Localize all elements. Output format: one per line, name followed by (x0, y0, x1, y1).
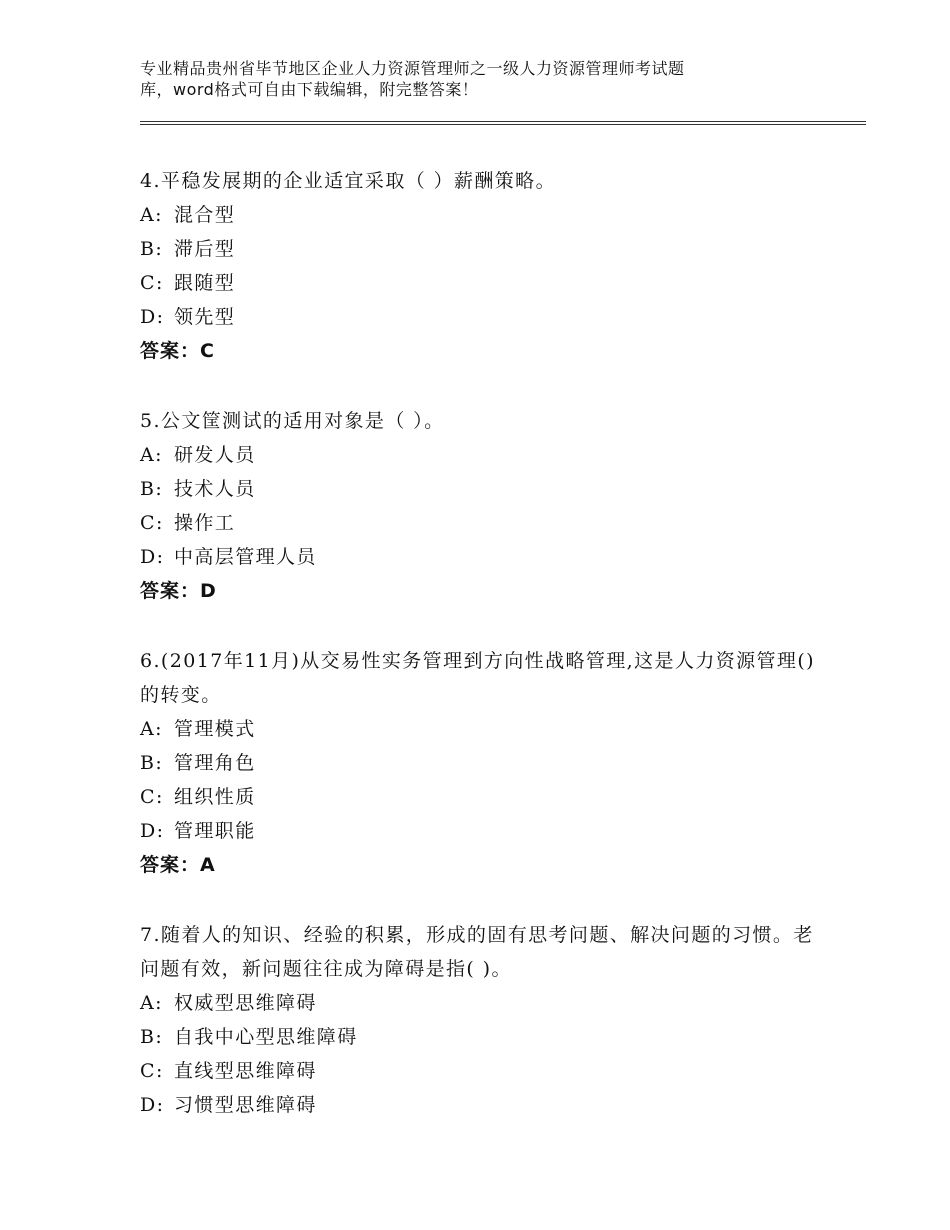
option-text: 混合型 (174, 204, 236, 226)
option-letter: D: (140, 820, 165, 842)
option-text: 管理模式 (174, 718, 256, 740)
answer-label: 答案：A (140, 854, 216, 876)
option-letter: D: (140, 546, 165, 568)
answer-label: 答案：D (140, 580, 217, 602)
option-text: 研发人员 (174, 444, 256, 466)
option-letter: C: (140, 786, 164, 808)
option-c (140, 266, 820, 300)
question-6 (140, 644, 820, 882)
option-c (140, 780, 820, 814)
option-text: 技术人员 (174, 478, 256, 500)
option-text: 习惯型思维障碍 (174, 1094, 317, 1116)
option-c (140, 506, 820, 540)
option-letter: B: (140, 752, 164, 774)
option-text: 滞后型 (174, 238, 236, 260)
option-d (140, 300, 820, 334)
option-text: 操作工 (174, 512, 236, 534)
option-b (140, 1020, 820, 1054)
option-letter: A: (140, 204, 163, 226)
question-7 (140, 918, 820, 1122)
header-divider-top (140, 121, 866, 122)
option-c (140, 1054, 820, 1088)
question-stem: 6.(2017年11月)从交易性实务管理到方向性战略管理,这是人力资源管理()的转变。 (140, 650, 815, 706)
option-letter: C: (140, 1060, 164, 1082)
option-b (140, 232, 820, 266)
option-text: 领先型 (174, 306, 236, 328)
option-letter: D: (140, 306, 165, 328)
option-text: 自我中心型思维障碍 (174, 1026, 358, 1048)
option-a (140, 438, 820, 472)
document-header (140, 58, 780, 100)
option-d (140, 1088, 820, 1122)
option-a (140, 986, 820, 1020)
option-letter: B: (140, 1026, 164, 1048)
header-line-2: 库，word格式可自由下载编辑，附完整答案！ (140, 80, 479, 99)
question-stem: 4.平稳发展期的企业适宜采取（ ）薪酬策略。 (140, 170, 556, 192)
option-text: 跟随型 (174, 272, 236, 294)
answer-label: 答案：C (140, 340, 215, 362)
option-text: 中高层管理人员 (174, 546, 317, 568)
option-letter: A: (140, 718, 163, 740)
option-text: 管理职能 (174, 820, 256, 842)
option-text: 权威型思维障碍 (174, 992, 317, 1014)
question-4 (140, 164, 820, 368)
option-a (140, 198, 820, 232)
option-b (140, 472, 820, 506)
option-letter: C: (140, 512, 164, 534)
option-a (140, 712, 820, 746)
question-5 (140, 404, 820, 608)
option-d (140, 540, 820, 574)
option-text: 组织性质 (174, 786, 256, 808)
question-list (140, 164, 820, 1122)
header-line-1: 专业精品贵州省毕节地区企业人力资源管理师之一级人力资源管理师考试题 (140, 59, 685, 78)
header-divider-bottom (140, 124, 866, 125)
question-stem: 7.随着人的知识、经验的积累，形成的固有思考问题、解决问题的习惯。老问题有效，新问题往往成为障碍是指( )。 (140, 924, 814, 980)
option-letter: D: (140, 1094, 165, 1116)
option-letter: B: (140, 238, 164, 260)
option-letter: C: (140, 272, 164, 294)
option-d (140, 814, 820, 848)
option-text: 管理角色 (174, 752, 256, 774)
option-letter: A: (140, 444, 163, 466)
option-text: 直线型思维障碍 (174, 1060, 317, 1082)
option-letter: B: (140, 478, 164, 500)
option-b (140, 746, 820, 780)
option-letter: A: (140, 992, 163, 1014)
question-stem: 5.公文筐测试的适用对象是（ ）。 (140, 410, 445, 432)
